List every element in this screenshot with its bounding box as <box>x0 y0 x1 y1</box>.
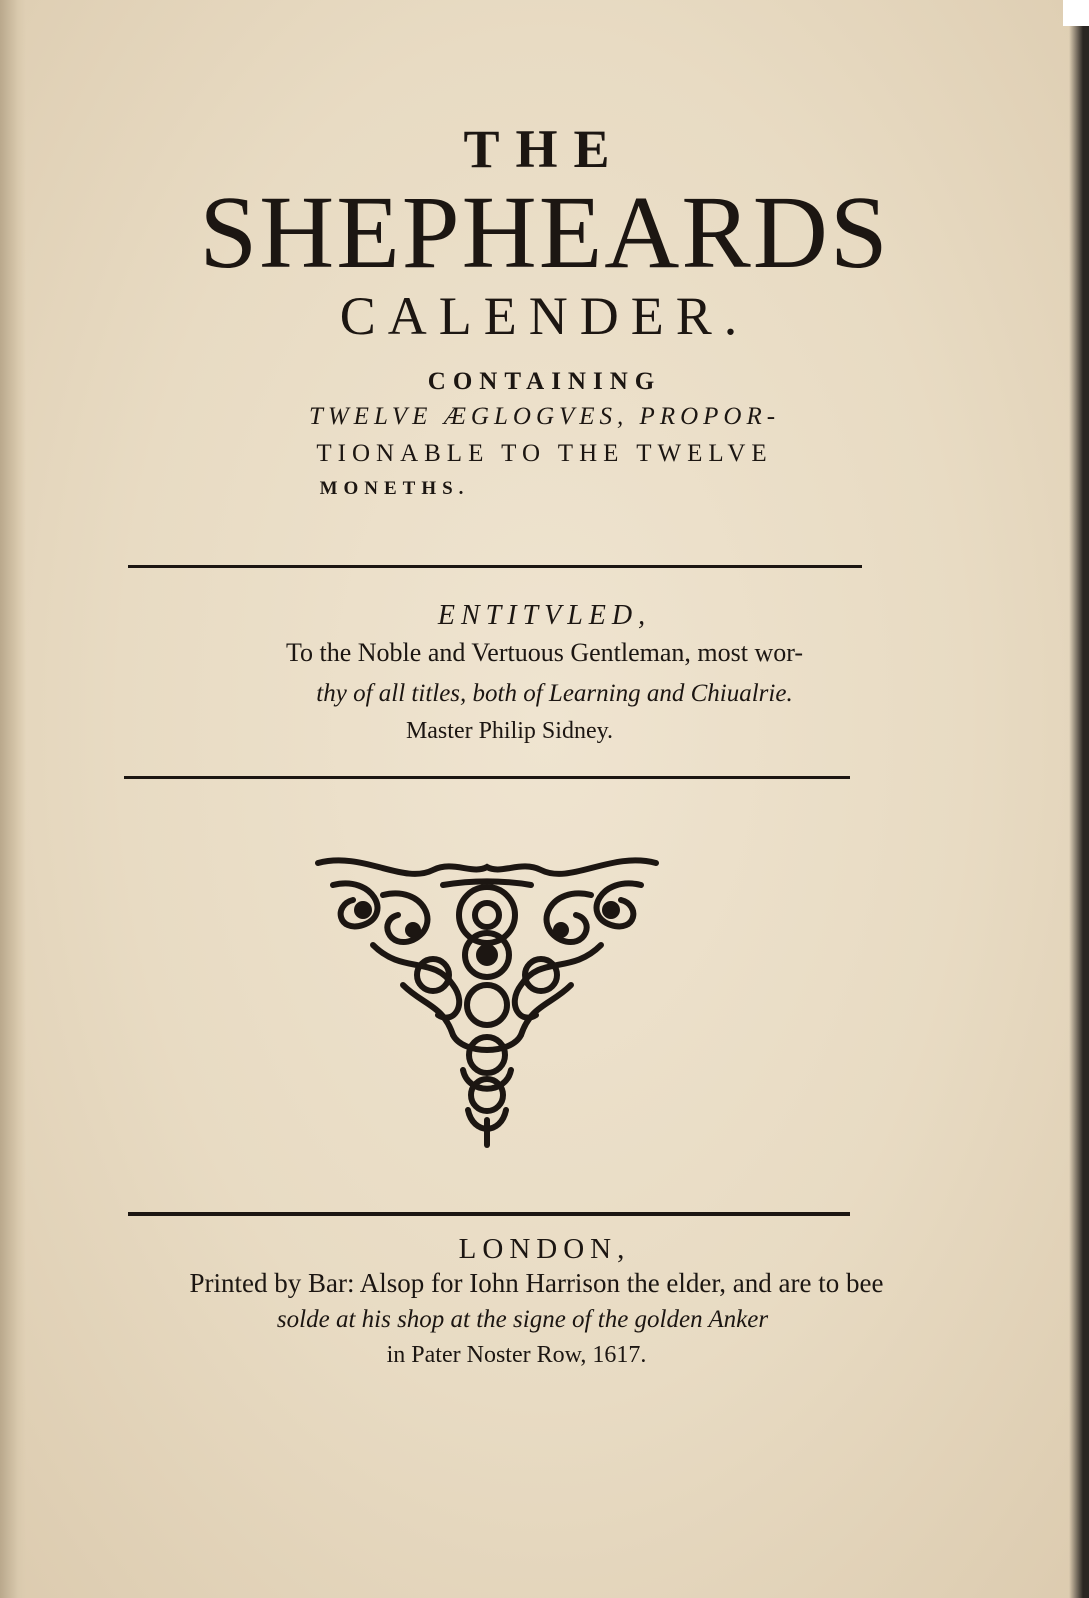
imprint-line-2: solde at his shop at the signe of the golden Anker <box>276 1306 769 1333</box>
title-calender: CALENDER. <box>339 286 750 346</box>
dedication-line-3: Master Philip Sidney. <box>405 718 614 744</box>
divider-rule-middle <box>124 776 850 779</box>
fleuron-ornament-icon <box>303 855 671 1155</box>
dedication-heading: ENTITVLED, <box>437 600 652 631</box>
dedication-line-1: To the Noble and Vertuous Gentleman, most wor- <box>285 638 804 667</box>
imprint-line-3: in Pater Noster Row, 1617. <box>386 1342 647 1368</box>
divider-rule-top <box>128 565 862 568</box>
title-the: THE <box>463 119 626 179</box>
dedication-line-2: thy of all titles, both of Learning and Chiualrie. <box>316 680 793 707</box>
subtitle-line-4: MONETHS. <box>319 478 470 499</box>
title-main: SHEPHEARDS <box>199 175 890 290</box>
imprint-line-1: Printed by Bar: Alsop for Iohn Harrison the elder, and are to bee <box>189 1268 884 1298</box>
subtitle-containing: CONTAINING <box>427 368 662 395</box>
imprint-city: LONDON, <box>458 1233 631 1265</box>
subtitle-line-3: TIONABLE TO THE TWELVE <box>316 440 773 467</box>
divider-rule-bottom <box>128 1212 850 1216</box>
subtitle-line-2: TWELVE ÆGLOGVES, PROPOR- <box>308 403 781 430</box>
scan-corner <box>1063 0 1089 26</box>
